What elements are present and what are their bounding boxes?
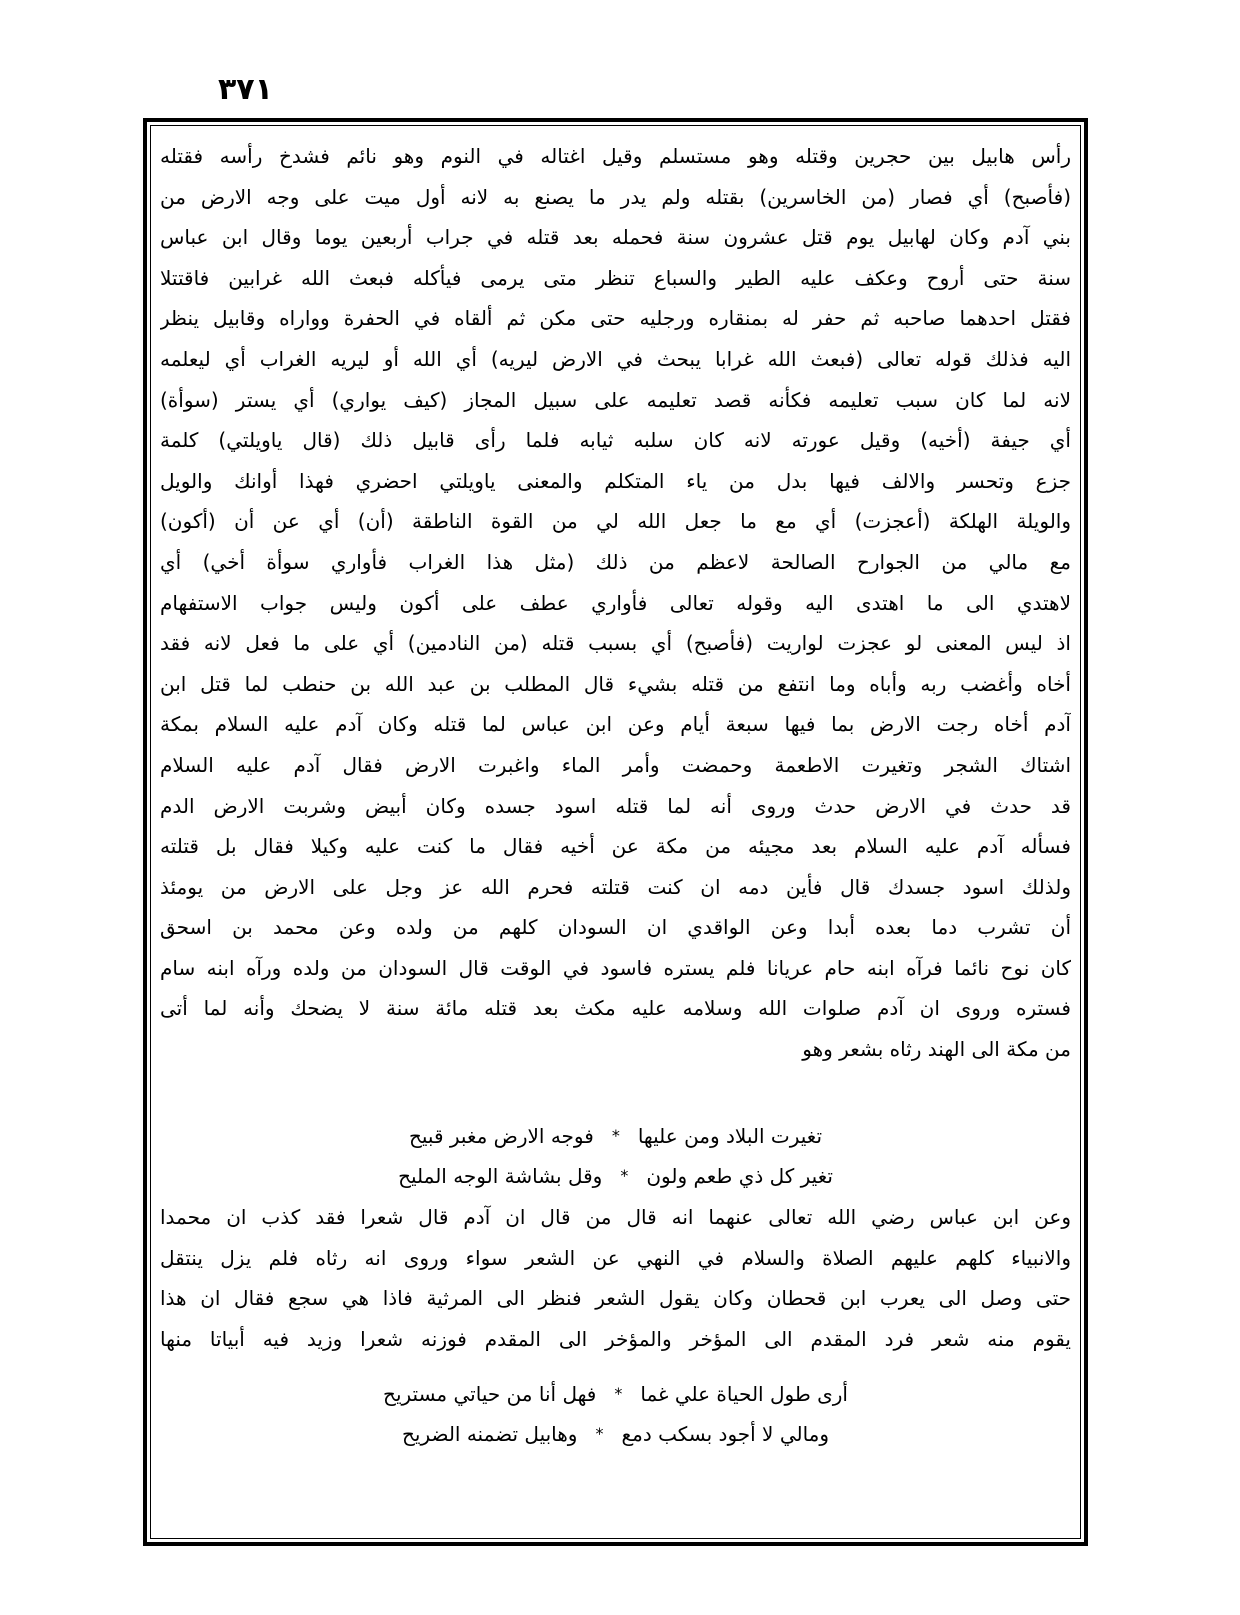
text-line: أخاه وأغضب ربه وأباه وما انتفع من قتله بشيء قال المطلب بن عبد الله بن حنطب لما قتل ابن [160, 671, 1071, 696]
text-line: (فأصبح) أي فصار (من الخاسرين) بقتله ولم يدر ما يصنع به لانه أول ميت على وجه الارض من [160, 184, 1071, 209]
text-line: اذ ليس المعنى لو عجزت لواريت (فأصبح) أي بسبب قتله (من النادمين) أي على ما فعل لانه فقد [160, 631, 1071, 656]
text-line: رأس هابيل بين حجرين وقتله وهو مستسلم وقيل اغتاله في النوم وهو نائم فشدخ رأسه فقتله [160, 144, 1071, 168]
text-line: فستره وروى ان آدم صلوات الله وسلامه عليه مكث بعد قتله مائة سنة لا يضحك وأنه لما أتى [160, 996, 1071, 1021]
verse-first-hemistich: ومالي لا أجود بسكب دمع [621, 1422, 830, 1446]
text-line: اليه فذلك قوله تعالى (فبعث الله غرابا يبحث في الارض ليريه) أي الله أو ليريه الغراب أي ليعلمه [160, 346, 1071, 371]
text-line: لاهتدي الى ما اهتدى اليه وقوله تعالى فأواري عطف على أكون وليس جواب الاستفهام [160, 590, 1071, 615]
verse-second-hemistich: وقل بشاشة الوجه المليح [398, 1164, 603, 1188]
verse-separator: * [620, 1166, 629, 1185]
text-line: قد حدث في الارض حدث وروى أنه لما قتله اسود جسده وكان أبيض وشربت الارض الدم [160, 793, 1071, 818]
text-line: اشتاك الشجر وتغيرت الاطعمة وحمضت وأمر الماء واغبرت الارض فقال آدم عليه السلام [160, 752, 1071, 777]
verse-separator: * [595, 1424, 604, 1443]
verse-separator: * [614, 1384, 623, 1403]
verse-second-hemistich: وهابيل تضمنه الضريح [401, 1422, 578, 1446]
text-line: آدم أخاه رجت الارض بما فيها سبعة أيام وعن ابن عباس لما قتله وكان آدم عليه السلام بمكة [160, 712, 1071, 737]
text-line: لانه لما كان سبب تعليمه فكأنه قصد تعليمه على سبيل المجاز (كيف يواري) أي يستر (سوأة) [160, 387, 1071, 412]
text-line: فسأله آدم عليه السلام بعد مجيئه من مكة عن أخيه فقال ما كنت عليه وكيلا فقال بل قتلته [160, 834, 1071, 859]
verse-first-hemistich: أرى طول الحياة علي غما [640, 1382, 848, 1406]
text-line: بني آدم وكان لهابيل يوم قتل عشرون سنة فحمله بعد قتله في جراب أربعين يوما وقال ابن عباس [160, 225, 1071, 250]
text-line: مع مالي من الجوارح الصالحة لاعظم من ذلك (مثل هذا الغراب فأواري سوأة أخي) أي [160, 549, 1071, 574]
text-line: أن تشرب دما بعده أبدا وعن الواقدي ان السودان كلهم من ولده وعن محمد بن اسحق [160, 915, 1071, 940]
text-line: كان نوح نائما فرآه ابنه حام عريانا فلم يستره فاسود في الوقت قال السودان من ولده ورآه ابنه سام [160, 955, 1071, 980]
page-number: ٣٧١ [218, 72, 273, 107]
poem-verse [160, 1414, 1071, 1454]
poem-two [160, 1374, 1071, 1454]
verse-second-hemistich: فوجه الارض مغبر قبيح [408, 1124, 594, 1148]
text-line: يقوم منه شعر فرد المقدم الى المؤخر والمؤخر الى المقدم فوزنه شعرا وزيد فيه أبياتا منها [160, 1326, 1071, 1351]
poem-one [160, 1116, 1071, 1196]
text-line: سنة حتى أروح وعكف عليه الطير والسباع تنظر متى يرمى فيأكله فبعث الله غرابين فاقتتلا [160, 265, 1071, 290]
verse-separator: * [611, 1126, 620, 1145]
text-line: والويلة الهلكة (أعجزت) أي مع ما جعل الله لي من القوة الناطقة (أن) أي عن أن (أكون) [160, 509, 1071, 534]
body-text [160, 136, 1071, 1070]
text-line: والانبياء كلهم عليهم الصلاة والسلام في النهي عن الشعر سواء وروى انه رثاه فلم يزل ينتقل [160, 1245, 1071, 1270]
text-line: أي جيفة (أخيه) وقيل عورته لانه كان سلبه ثيابه فلما رأى قابيل ذلك (قال ياويلتي) كلمة [160, 428, 1071, 453]
poem-verse [160, 1116, 1071, 1156]
verse-second-hemistich: فهل أنا من حياتي مستريح [383, 1382, 597, 1406]
text-line: حتى وصل الى يعرب ابن قحطان وكان يقول الشعر فنظر الى المرثية فاذا هي سجع فقال ان هذا [160, 1286, 1071, 1311]
body-text-continued [160, 1197, 1071, 1359]
poem-verse [160, 1374, 1071, 1414]
text-line: وعن ابن عباس رضي الله تعالى عنهما انه قال من قال ان آدم قال شعرا فقد كذب ان محمدا [160, 1205, 1071, 1229]
verse-first-hemistich: تغير كل ذي طعم ولون [646, 1164, 833, 1188]
poem-verse [160, 1156, 1071, 1196]
verse-first-hemistich: تغيرت البلاد ومن عليها [637, 1124, 823, 1148]
text-line: ولذلك اسود جسدك قال فأين دمه ان كنت قتلته فحرم الله عز وجل على الارض من يومئذ [160, 874, 1071, 899]
text-line: جزع وتحسر والالف فيها بدل من ياء المتكلم والمعنى ياويلتي احضري فهذا أوانك والويل [160, 468, 1071, 493]
text-line: من مكة الى الهند رثاه بشعر وهو [802, 1037, 1071, 1062]
text-line: فقتل احدهما صاحبه ثم حفر له بمنقاره ورجليه حتى مكن ثم ألقاه في الحفرة وواراه وقابيل ينظر [160, 306, 1071, 331]
